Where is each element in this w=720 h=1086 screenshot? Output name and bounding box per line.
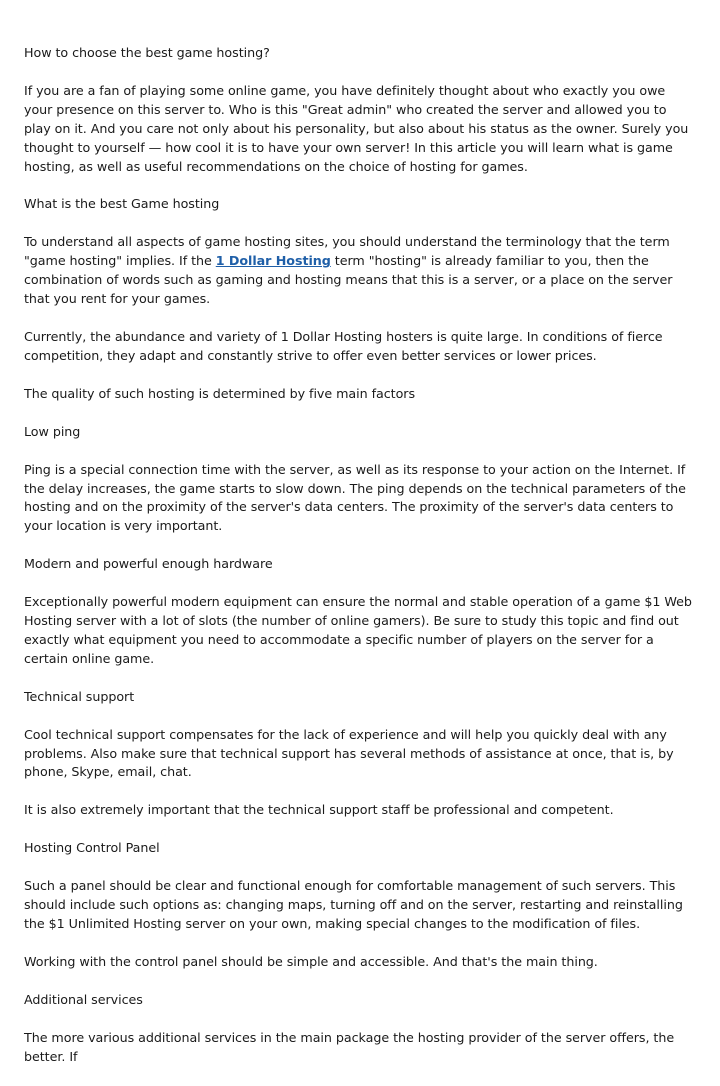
section-heading-hardware: Modern and powerful enough hardware	[24, 556, 273, 572]
section-heading-best-game-hosting: What is the best Game hosting	[24, 196, 220, 212]
hardware-paragraph: Exceptionally powerful modern equipment can ensure the normal and stable operation of a game $1 Web Hosting server with a lot of slots (the number of online gamers). Be sure to study this topic and find out exactly what equipment you need to accommodate a specific number of players on the server for a certain online game.	[24, 594, 692, 666]
section-heading-additional-services: Additional services	[24, 991, 143, 1007]
control-panel-paragraph: Such a panel should be clear and functional enough for comfortable management of such servers. This should include such options as: changing maps, turning off and on the server, restarting and reinstalling the $1 Unlimited Hosting server on your own, making special changes to the modification of files.	[24, 878, 683, 931]
support-staff-paragraph: It is also extremely important that the technical support staff be professional and competent.	[24, 802, 614, 818]
additional-services-paragraph: The more various additional services in the main package the hosting provider of the server offers, the better. If	[24, 1029, 675, 1064]
terminology-text-start: To understand all aspects of game hosting sites, you should understand the terminology that the term "game hosting" implies. If the	[24, 234, 670, 269]
control-panel-simple-paragraph: Working with the control panel should be simple and accessible. And that's the main thing.	[24, 953, 598, 969]
section-heading-technical-support: Technical support	[24, 688, 135, 704]
document-body	[24, 44, 696, 1086]
terminology-paragraph	[24, 233, 696, 309]
abundance-paragraph: Currently, the abundance and variety of 1 Dollar Hosting hosters is quite large. In conditions of fierce competition, they adapt and constantly strive to offer even better services or lower prices.	[24, 328, 663, 363]
dollar-hosting-link[interactable]: 1 Dollar Hosting	[215, 253, 331, 269]
support-paragraph: Cool technical support compensates for the lack of experience and will help you quickly deal with any problems. Also make sure that technical support has several methods of assistance at once, that is, by phone, Skype, email, chat.	[24, 726, 674, 780]
terminology-text-end: term "hosting" is already familiar to you, then the combination of words such as gaming and hosting means that this is a server, or a place on the server that you rent for your games.	[24, 253, 673, 307]
five-factors-paragraph: The quality of such hosting is determined by five main factors	[24, 385, 416, 401]
intro-paragraph: If you are a fan of playing some online game, you have definitely thought about who exactly you owe your presence on this server to. Who is this "Great admin" who created the server and allowed you to play on it. And you care not only about his personality, but also about his status as the owner. Surely you thought to yourself — how cool it is to have your own server! In this article you will learn what is game hosting, as well as useful recommendations on the choice of hosting for games.	[24, 82, 689, 174]
article-question: How to choose the best game hosting?	[24, 45, 270, 60]
ping-paragraph: Ping is a special connection time with the server, as well as its response to your action on the Internet. If the delay increases, the game starts to slow down. The ping depends on the technical parameters of the hosting and on the proximity of the server's data centers. The proximity of the server's data centers to your location is very important.	[24, 461, 686, 534]
section-heading-low-ping: Low ping	[24, 423, 81, 439]
section-heading-control-panel: Hosting Control Panel	[24, 840, 160, 856]
